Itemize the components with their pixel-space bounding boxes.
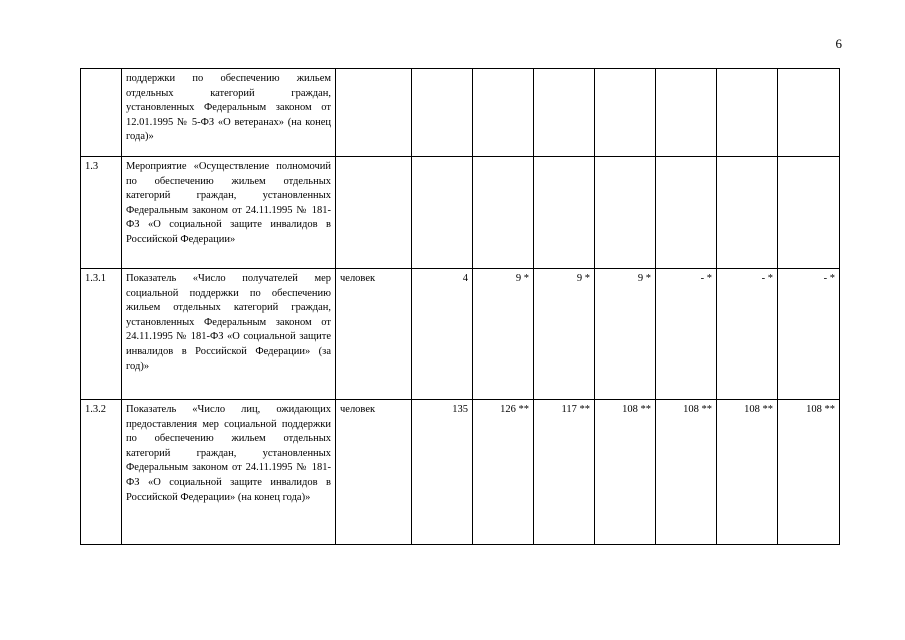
value-cell xyxy=(595,157,656,269)
value-cell xyxy=(778,157,840,269)
row-name-cell: Мероприятие «Осуществление полномочий по обеспечению жильем отдельных категорий граждан, установленных Федеральным законом от 24.11.1995 № 181-ФЗ «О социальной защите инвалидов в Российской Федерации» xyxy=(122,157,336,269)
table-row xyxy=(81,69,840,157)
value-cell xyxy=(473,157,534,269)
value-cell: 108 ** xyxy=(595,400,656,545)
value-cell xyxy=(534,157,595,269)
value-cell xyxy=(473,69,534,157)
value-cell xyxy=(595,69,656,157)
value-cell: 108 ** xyxy=(656,400,717,545)
value-cell xyxy=(656,157,717,269)
value-cell: 126 ** xyxy=(473,400,534,545)
value-cell xyxy=(656,69,717,157)
row-unit-cell xyxy=(336,69,412,157)
row-number-cell: 1.3.1 xyxy=(81,269,122,400)
value-cell: 108 ** xyxy=(717,400,778,545)
table-row xyxy=(81,400,840,545)
row-unit-cell: человек xyxy=(336,400,412,545)
value-cell: - * xyxy=(656,269,717,400)
row-number-cell: 1.3 xyxy=(81,157,122,269)
value-cell xyxy=(717,69,778,157)
row-number-cell: 1.3.2 xyxy=(81,400,122,545)
value-cell xyxy=(778,69,840,157)
value-cell xyxy=(534,69,595,157)
value-cell xyxy=(412,69,473,157)
row-name-cell: Показатель «Число получателей мер социальной поддержки по обеспечению жильем отдельных категорий граждан, установленных Федеральным законом от 24.11.1995 № 181-ФЗ «О социальной защите инвалидов в Российской Федерации» (за год)» xyxy=(122,269,336,400)
value-cell: 4 xyxy=(412,269,473,400)
table-row xyxy=(81,157,840,269)
value-cell xyxy=(717,157,778,269)
value-cell: 117 ** xyxy=(534,400,595,545)
value-cell: 9 * xyxy=(534,269,595,400)
value-cell: 9 * xyxy=(595,269,656,400)
row-unit-cell xyxy=(336,157,412,269)
row-number-cell xyxy=(81,69,122,157)
row-name-cell: Показатель «Число лиц, ожидающих предоставления мер социальной поддержки по обеспечению жильем отдельных категорий граждан, установленных Федеральным законом от 24.11.1995 № 181-ФЗ «О социальной защите инвалидов в Российской Федерации» (на конец года)» xyxy=(122,400,336,545)
row-unit-cell: человек xyxy=(336,269,412,400)
value-cell: 9 * xyxy=(473,269,534,400)
table-row xyxy=(81,269,840,400)
value-cell: - * xyxy=(778,269,840,400)
value-cell: 108 ** xyxy=(778,400,840,545)
page-number: 6 xyxy=(835,36,842,51)
value-cell: - * xyxy=(717,269,778,400)
indicators-table xyxy=(80,68,840,545)
value-cell: 135 xyxy=(412,400,473,545)
row-name-cell: поддержки по обеспечению жильем отдельных категорий граждан, установленных Федеральным законом от 12.01.1995 № 5-ФЗ «О ветеранах» (на конец года)» xyxy=(122,69,336,157)
value-cell xyxy=(412,157,473,269)
